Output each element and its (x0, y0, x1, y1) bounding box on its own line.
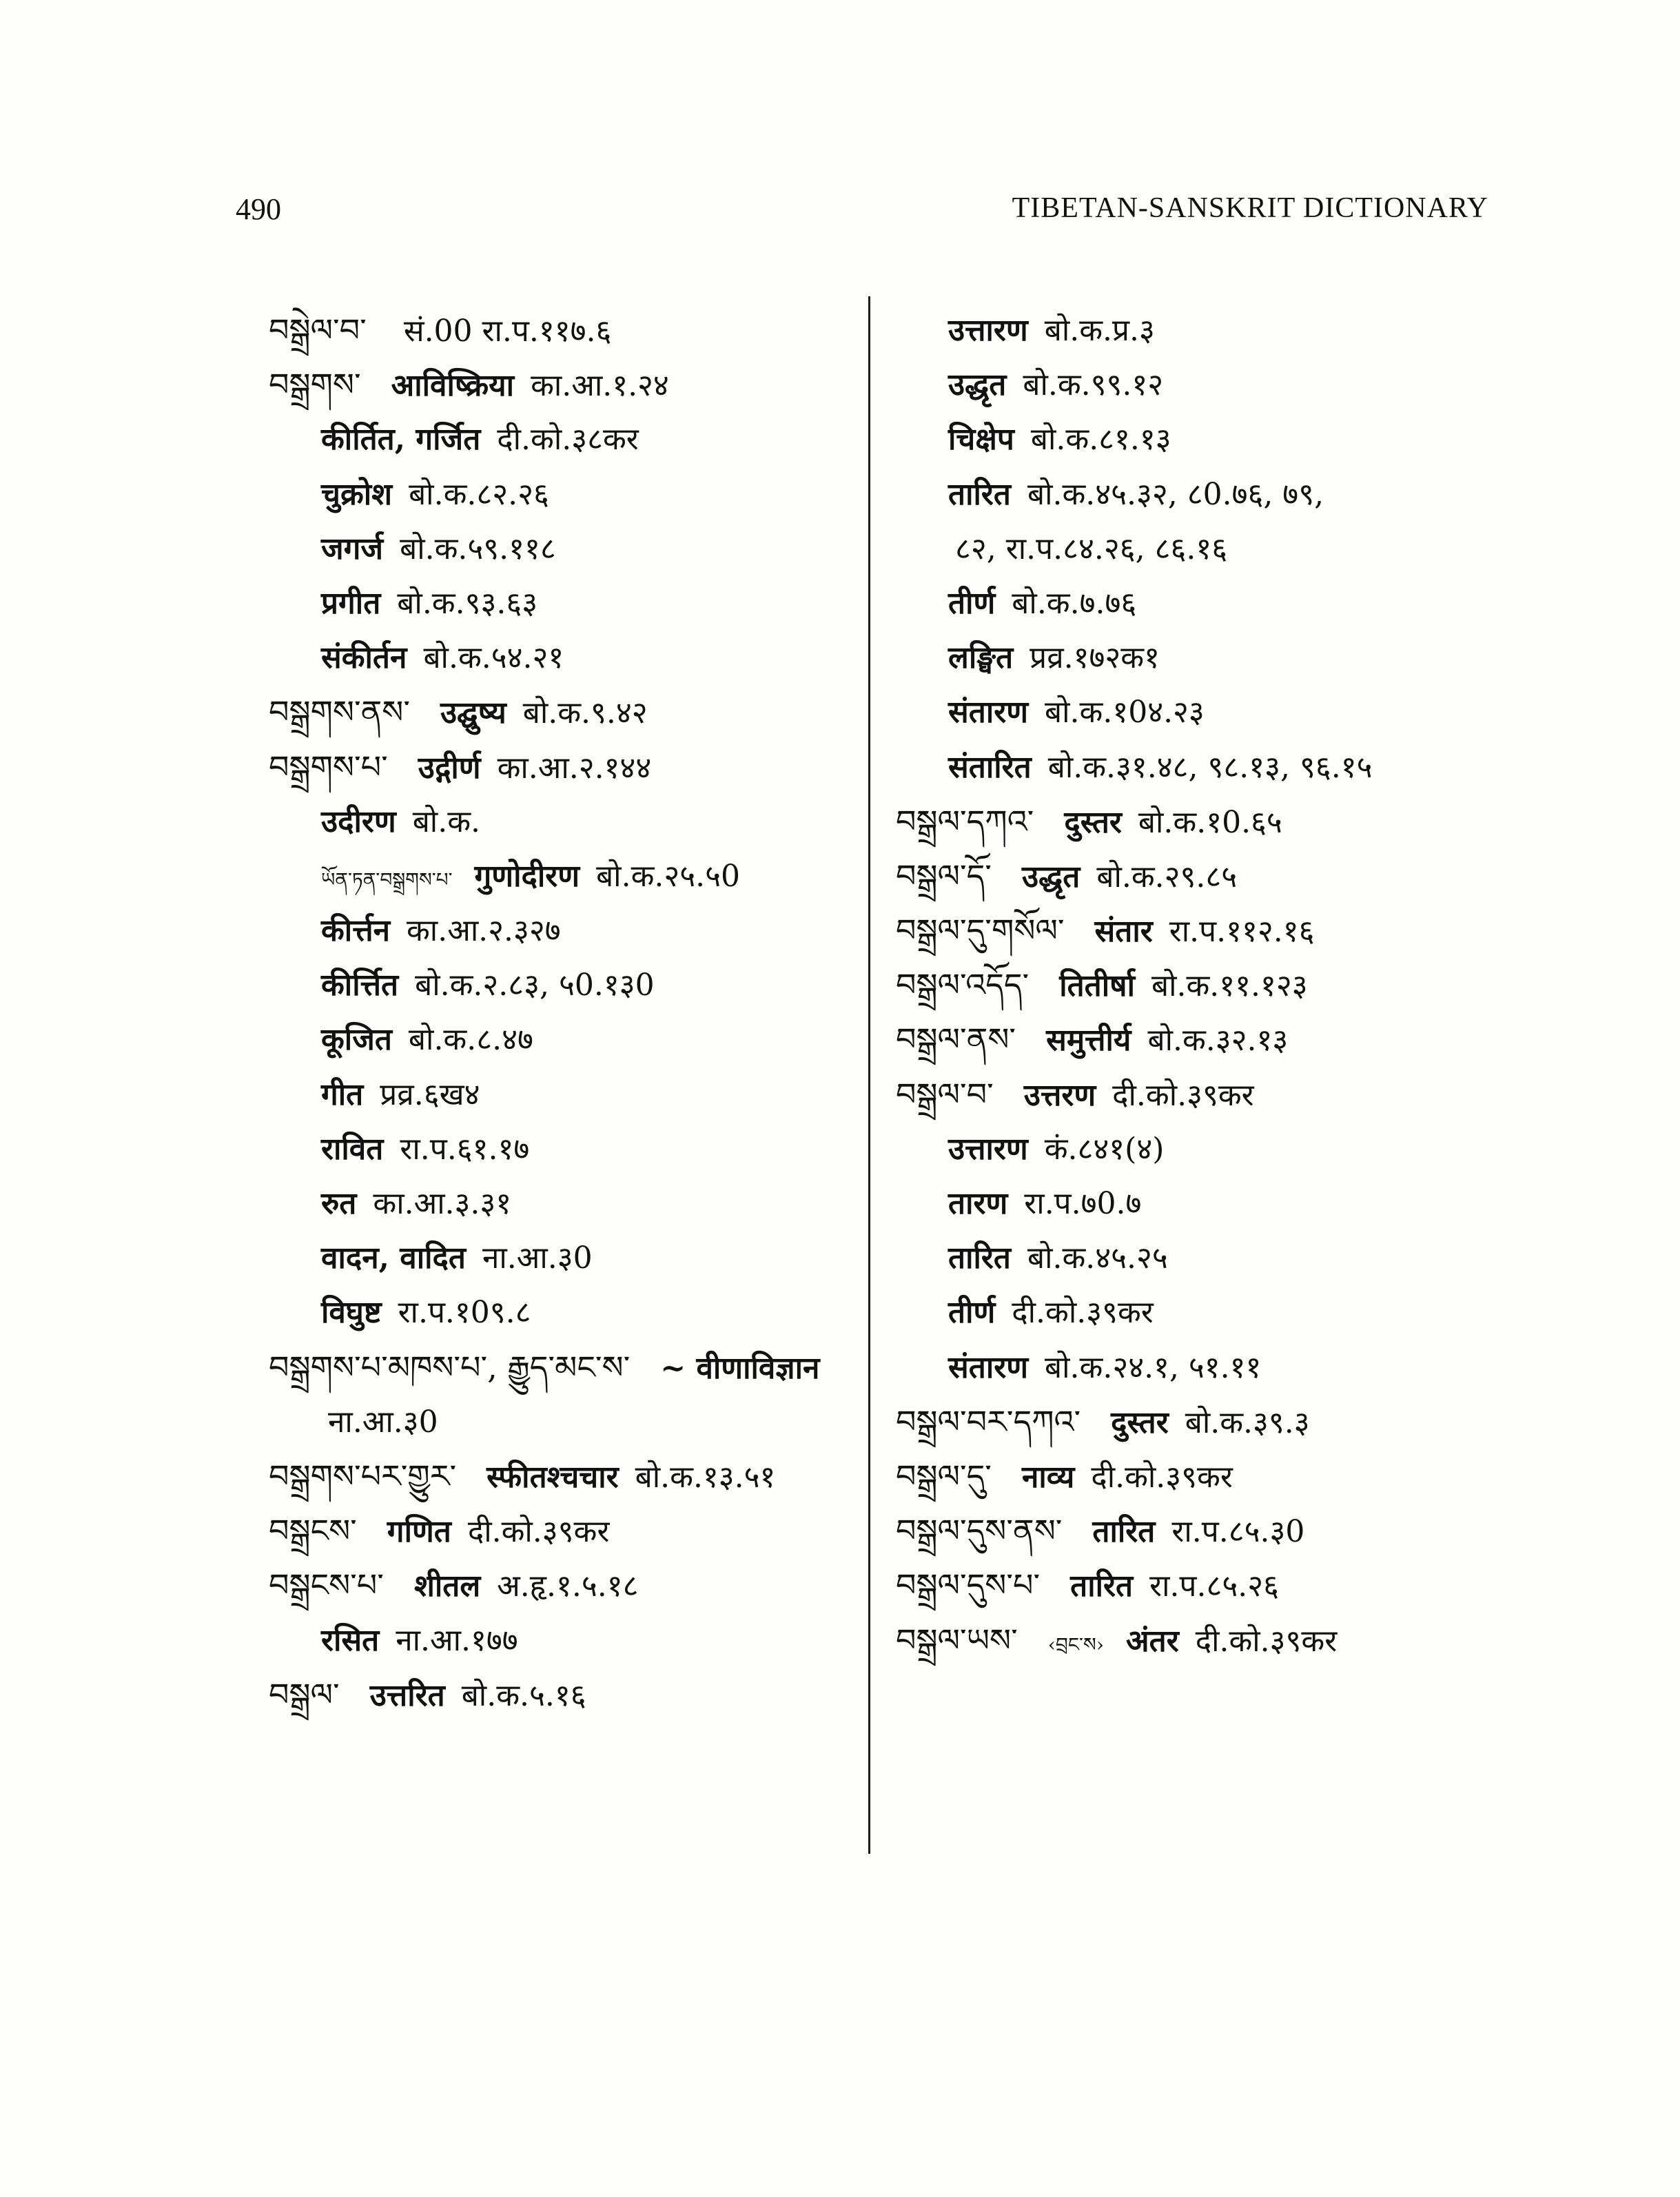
source-reference: बो.क.५.१६ (461, 1677, 586, 1713)
source-reference: बो.क.७.७६ (1012, 585, 1137, 621)
column-divider (868, 296, 870, 1854)
source-reference: बो.क.३९.३ (1185, 1404, 1310, 1440)
source-reference: बो.क.२५.५0 (596, 858, 740, 894)
tibetan-headword: བསྒྲལ་བ་ (896, 1075, 994, 1113)
dictionary-entry (896, 1504, 1516, 1558)
sanskrit-equivalent: वादन, वादित (321, 1240, 466, 1276)
running-head: TIBETAN-SANSKRIT DICTIONARY (1012, 192, 1488, 224)
sanskrit-equivalent: तारित (948, 1240, 1011, 1276)
tibetan-annotation: ‹བྲང་ས› (1047, 1633, 1105, 1656)
sanskrit-equivalent: उद्गीर्ण (418, 750, 481, 786)
sanskrit-equivalent: संतारण (948, 695, 1029, 730)
dictionary-entry (896, 685, 1516, 739)
source-reference: दी.को.३८कर (497, 422, 639, 458)
tibetan-headword: བསྒྲལ་དུ་གསོལ་ (896, 912, 1065, 950)
dictionary-entry (896, 958, 1516, 1012)
source-reference: रा.प.८५.२६ (1149, 1568, 1279, 1604)
sanskrit-equivalent: रसित (321, 1622, 380, 1658)
source-reference: रा.प.८५.३0 (1171, 1514, 1305, 1550)
source-reference: दी.को.३९कर (1112, 1077, 1254, 1113)
tibetan-headword: བསྒྲངས་ (269, 1512, 357, 1550)
sanskrit-equivalent: उत्तरण (1023, 1077, 1096, 1113)
source-reference: बो.क.१0४.२३ (1045, 695, 1205, 730)
dictionary-entry (269, 958, 861, 1012)
sanskrit-equivalent: नाव्य (1021, 1459, 1075, 1495)
dictionary-entry (269, 358, 861, 412)
sanskrit-equivalent: तारित (948, 476, 1011, 512)
sanskrit-equivalent: तीर्ण (948, 585, 996, 621)
sanskrit-equivalent: अंतर (1126, 1623, 1179, 1659)
source-reference: बो.क.९.४२ (522, 695, 648, 731)
sanskrit-equivalent: गीत (321, 1076, 364, 1112)
tibetan-headword: བསྒྲལ་དོ་ (896, 857, 992, 895)
tibetan-headword: བསྒྲགས་པ་མཁས་པ་, རྒྱུད་མང་ས་ (269, 1348, 631, 1386)
sanskrit-equivalent: दुस्तर (1064, 804, 1122, 840)
source-reference: अ.हृ.१.५.१८ (497, 1568, 639, 1604)
dictionary-entry (269, 522, 861, 576)
dictionary-entry (896, 1231, 1516, 1285)
tibetan-headword: བསྒྲལ་དུས་ནས་ (896, 1512, 1063, 1550)
sanskrit-equivalent: संकीर्तन (321, 640, 407, 676)
source-reference: प्रव्र.६ख४ (380, 1076, 480, 1112)
sanskrit-equivalent: प्रगीत (321, 585, 381, 621)
source-reference: दी.को.३९कर (1195, 1623, 1338, 1659)
source-reference: रा.प.११२.१६ (1169, 914, 1315, 950)
source-reference: रा.प.७0.७ (1024, 1186, 1142, 1221)
source-reference: बो.क.४५.२५ (1027, 1240, 1168, 1276)
dictionary-entry (269, 1449, 861, 1504)
sanskrit-equivalent: समुत्तीर्य (1046, 1023, 1131, 1059)
sanskrit-equivalent: उद्धृत (1021, 859, 1080, 895)
sanskrit-equivalent: जगर्ज (321, 531, 384, 566)
sanskrit-equivalent: चुक्रोश (321, 476, 393, 512)
left-column (269, 303, 861, 1722)
page-number: 490 (236, 192, 281, 226)
dictionary-entry (269, 576, 861, 631)
dictionary-entry (896, 358, 1516, 412)
right-column (896, 303, 1516, 1668)
source-reference: ना.आ.३0 (482, 1240, 593, 1276)
sanskrit-equivalent: रावित (321, 1131, 384, 1167)
dictionary-entry (896, 1558, 1516, 1613)
tibetan-headword: བསྒྲལ་བར་དཀའ་ (896, 1402, 1081, 1440)
dictionary-entry (269, 631, 861, 685)
dictionary-entry (269, 303, 861, 358)
sanskrit-equivalent: गणित (387, 1514, 451, 1550)
source-reference: बो.क.प्र.३ (1044, 313, 1155, 348)
sanskrit-equivalent: उद्धृत (948, 367, 1007, 403)
dictionary-entry (269, 1395, 861, 1449)
dictionary-entry (896, 1613, 1516, 1668)
tibetan-headword: བསྒྲགས་པ་ (269, 748, 388, 786)
dictionary-entry (269, 903, 861, 958)
sanskrit-equivalent: तितीर्षा (1059, 968, 1135, 1004)
sanskrit-equivalent: उद्घुष्य (440, 695, 506, 731)
dictionary-entry (269, 1176, 861, 1231)
source-reference: बो.क.१0.६५ (1138, 804, 1282, 840)
dictionary-entry (896, 631, 1516, 685)
source-reference: बो.क.११.१२३ (1151, 968, 1308, 1004)
source-reference: बो.क.१३.५१ (635, 1459, 776, 1495)
sanskrit-equivalent: आविष्क्रिया (391, 368, 515, 404)
sanskrit-equivalent: संतारित (948, 749, 1032, 785)
dictionary-entry (896, 795, 1516, 849)
dictionary-entry (269, 1012, 861, 1067)
source-reference: ना.आ.३0 (328, 1404, 438, 1440)
source-reference: बो.क.५९.११८ (400, 531, 556, 566)
sanskrit-equivalent: कीर्तित, गर्जित (321, 422, 481, 458)
dictionary-entry (896, 303, 1516, 358)
source-reference: दी.को.३९कर (1012, 1295, 1154, 1331)
sanskrit-equivalent: संतारण (948, 1349, 1029, 1385)
dictionary-entry (896, 1176, 1516, 1231)
source-reference: ८२, रा.प.८४.२६, ८६.१६ (955, 531, 1228, 566)
sanskrit-equivalent: स्फीतश्चचार (486, 1459, 619, 1495)
source-reference: बो.क.२९.८५ (1096, 859, 1238, 895)
sanskrit-equivalent: उत्तारण (948, 1131, 1028, 1167)
sanskrit-equivalent: रुत (321, 1186, 357, 1221)
dictionary-entry (269, 1613, 861, 1668)
dictionary-entry (896, 849, 1516, 903)
dictionary-entry (896, 1395, 1516, 1449)
sanskrit-equivalent: उत्तरित (369, 1677, 445, 1713)
tibetan-headword: བསྒྲགས་ (269, 366, 361, 404)
source-reference: बो.क.४५.३२, ८0.७६, ७९, (1027, 476, 1324, 512)
dictionary-entry (269, 1558, 861, 1613)
sanskrit-equivalent: तीर्ण (948, 1295, 996, 1331)
source-reference: दी.को.३९कर (1091, 1459, 1233, 1495)
dictionary-entry (269, 1231, 861, 1285)
source-reference: रा.प.१0९.८ (398, 1295, 531, 1331)
source-reference: बो.क.२४.१, ५१.११ (1045, 1349, 1262, 1385)
sanskrit-equivalent: तारण (948, 1186, 1008, 1221)
source-reference: का.आ.३.३१ (373, 1186, 512, 1221)
dictionary-entry (269, 795, 861, 849)
dictionary-entry (896, 412, 1516, 467)
source-reference: बो.क.९३.६३ (397, 585, 538, 621)
tibetan-headword: བསྒྲགས་ནས་ (269, 693, 411, 731)
dictionary-entry (269, 685, 861, 739)
dictionary-entry (269, 1504, 861, 1558)
source-reference: बो.क.८१.१३ (1030, 422, 1171, 458)
source-reference: बो.क. (412, 804, 480, 839)
dictionary-entry (896, 1449, 1516, 1504)
source-reference: ना.आ.१७७ (396, 1622, 518, 1658)
tibetan-headword: བསྒྲལ་དུ་ (896, 1457, 992, 1495)
dictionary-entry (269, 1067, 861, 1122)
dictionary-entry (269, 740, 861, 795)
source-reference: दी.को.३९कर (467, 1514, 610, 1550)
source-reference: बो.क.८.४७ (408, 1022, 533, 1058)
tibetan-headword: བསྒྲལ་ཡས་ (896, 1621, 1018, 1659)
sanskrit-equivalent: उदीरण (321, 804, 396, 839)
tibetan-headword: བསྒྲལ་ (269, 1675, 340, 1713)
source-reference: बो.क.९९.१२ (1023, 367, 1164, 403)
dictionary-entry (896, 1067, 1516, 1122)
source-reference: प्रव्र.१७२क१ (1029, 640, 1160, 676)
dictionary-entry (896, 740, 1516, 795)
sanskrit-equivalent: तारित (1070, 1568, 1134, 1604)
source-reference: बो.क.५४.२१ (423, 640, 564, 676)
sanskrit-equivalent: चिक्षेप (948, 422, 1014, 458)
dictionary-entry (896, 1285, 1516, 1340)
source-reference: कं.८४१(४) (1044, 1131, 1165, 1167)
sanskrit-equivalent: शीतल (413, 1568, 481, 1604)
sanskrit-equivalent: दुस्तर (1111, 1404, 1169, 1440)
dictionary-entry (269, 412, 861, 467)
sanskrit-equivalent: कीर्त्तित (321, 968, 399, 1003)
dictionary-entry (896, 576, 1516, 631)
sanskrit-equivalent: उत्तारण (948, 313, 1028, 348)
dictionary-entry (269, 849, 861, 903)
source-reference: का.आ.२.३२७ (407, 913, 561, 949)
tibetan-annotation: ཡོན་ཏན་བསྒྲགས་པ་ (321, 868, 453, 891)
tibetan-headword: བསྒྲལ་དཀའ་ (896, 802, 1034, 840)
dictionary-entry (269, 1668, 861, 1722)
source-reference: बो.क.२.८३, ५0.१३0 (415, 968, 655, 1003)
tibetan-headword: བསྒྲལ་དུས་པ་ (896, 1566, 1041, 1604)
dictionary-entry (269, 1122, 861, 1176)
source-reference: बो.क.८२.२६ (409, 476, 549, 512)
sanskrit-equivalent: ~ वीणाविज्ञान (660, 1350, 820, 1386)
dictionary-entry (896, 1340, 1516, 1395)
dictionary-entry (896, 903, 1516, 958)
tibetan-headword: བསྒྲེལ་བ་ (269, 311, 367, 349)
dictionary-entry (269, 467, 861, 522)
sanskrit-equivalent: कीर्त्तन (321, 913, 391, 949)
tibetan-headword: བསྒྲངས་པ་ (269, 1566, 384, 1604)
dictionary-entry (896, 467, 1516, 522)
dictionary-entry (896, 522, 1516, 576)
sanskrit-equivalent: तारित (1092, 1514, 1156, 1550)
sanskrit-equivalent: कूजित (321, 1022, 392, 1058)
dictionary-entry (896, 1122, 1516, 1176)
tibetan-headword: བསྒྲགས་པར་གྱུར་ (269, 1457, 457, 1495)
source-reference: का.आ.२.१४४ (497, 750, 652, 786)
tibetan-headword: བསྒྲལ་འདོད་ (896, 966, 1029, 1004)
sanskrit-equivalent: गुणोदीरण (474, 858, 580, 894)
dictionary-entry (269, 1285, 861, 1340)
source-reference: बो.क.३२.१३ (1147, 1023, 1289, 1059)
sanskrit-equivalent: संतार (1094, 914, 1153, 950)
dictionary-entry (896, 1012, 1516, 1067)
sanskrit-equivalent: विघुष्ट (321, 1295, 382, 1331)
source-reference: सं.00 रा.प.११७.६ (403, 314, 612, 349)
source-reference: का.आ.१.२४ (531, 368, 669, 404)
tibetan-headword: བསྒྲལ་ནས་ (896, 1021, 1016, 1059)
dictionary-entry (269, 1340, 861, 1395)
source-reference: बो.क.३१.४८, ९८.१३, ९६.१५ (1047, 749, 1373, 785)
source-reference: रा.प.६१.१७ (400, 1131, 530, 1167)
sanskrit-equivalent: लङ्घित (948, 640, 1014, 676)
